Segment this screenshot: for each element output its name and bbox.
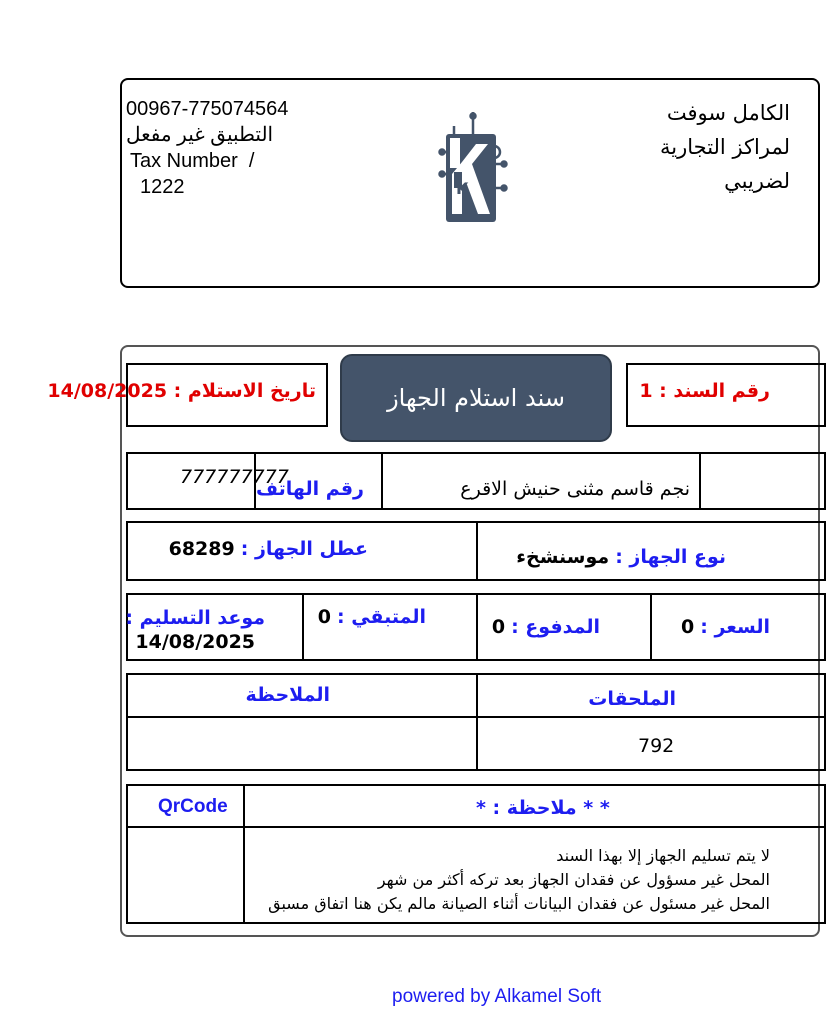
note-line: المحل غير مسؤول عن فقدان الجهاز بعد تركه أكثر من شهر — [377, 870, 770, 889]
paid-value: 0 — [491, 616, 506, 638]
divider — [699, 452, 701, 510]
receipt-title: سند استلام الجهاز — [340, 354, 612, 442]
note-line: لا يتم تسليم الجهاز إلا بهذا السند — [556, 846, 770, 865]
header-company-line3: لضريبي — [724, 169, 790, 193]
svg-text:K: K — [456, 179, 469, 198]
customer-name: نجم قاسم مثنى حنيش الاقرع — [460, 478, 690, 500]
divider — [126, 826, 826, 828]
header-company-line2: لمراكز التجارية — [660, 135, 790, 159]
header-company-name: الكامل سوفت — [666, 101, 790, 125]
divider — [302, 593, 304, 661]
price-value: 0 — [680, 616, 695, 638]
remaining-value: 0 — [317, 606, 331, 628]
divider — [476, 673, 478, 771]
header-tax-number-value: 1222 — [140, 176, 185, 198]
remark-label: الملاحظة — [245, 684, 330, 706]
device-fault-label: عطل الجهاز : — [240, 538, 368, 560]
phone-value: 777777777 — [180, 466, 289, 488]
device-fault — [169, 538, 368, 560]
paid — [492, 616, 600, 638]
remaining — [318, 606, 426, 628]
divider — [476, 521, 478, 581]
accessories-value: 792 — [638, 735, 675, 757]
header-company-block — [590, 96, 790, 198]
delivery-value: 14/08/2025 — [135, 631, 256, 653]
powered-by-link[interactable]: powered by Alkamel Soft — [392, 986, 602, 1007]
accessories-label: الملحقات — [588, 688, 676, 710]
header-activation-status: التطبيق غير مفعل — [126, 124, 274, 146]
divider — [381, 452, 383, 510]
device-type-value: موسنشخء — [516, 546, 610, 568]
header-tax-number-label: Tax Number / — [130, 150, 255, 172]
delivery-label: موعد التسليم : — [125, 607, 265, 629]
header-phone: 00967-775074564 — [126, 98, 289, 120]
price-label: السعر : — [700, 616, 770, 638]
receipt-number: رقم السند : 1 — [639, 380, 770, 402]
remaining-label: المتبقي : — [336, 606, 426, 628]
qrcode-label: QrCode — [158, 796, 228, 817]
device-type — [516, 546, 726, 568]
receive-date: تاريخ الاستلام : 14/08/2025 — [47, 380, 316, 402]
note-title: * * ملاحظة : * — [476, 797, 610, 819]
price — [681, 616, 770, 638]
delivery-date — [125, 606, 265, 654]
divider — [650, 593, 652, 661]
k-circuit-logo-icon — [438, 112, 508, 232]
device-type-label: نوع الجهاز : — [615, 546, 726, 568]
note-line: المحل غير مسئول عن فقدان البيانات أثناء الصيانة مالم يكن هنا اتفاق مسبق — [268, 894, 770, 913]
paid-label: المدفوع : — [511, 616, 600, 638]
phone-label: رقم الهاتف — [256, 478, 364, 500]
divider — [476, 593, 478, 661]
divider — [243, 784, 245, 924]
header-contact-block — [126, 96, 288, 200]
device-fault-value: 68289 — [168, 538, 235, 560]
